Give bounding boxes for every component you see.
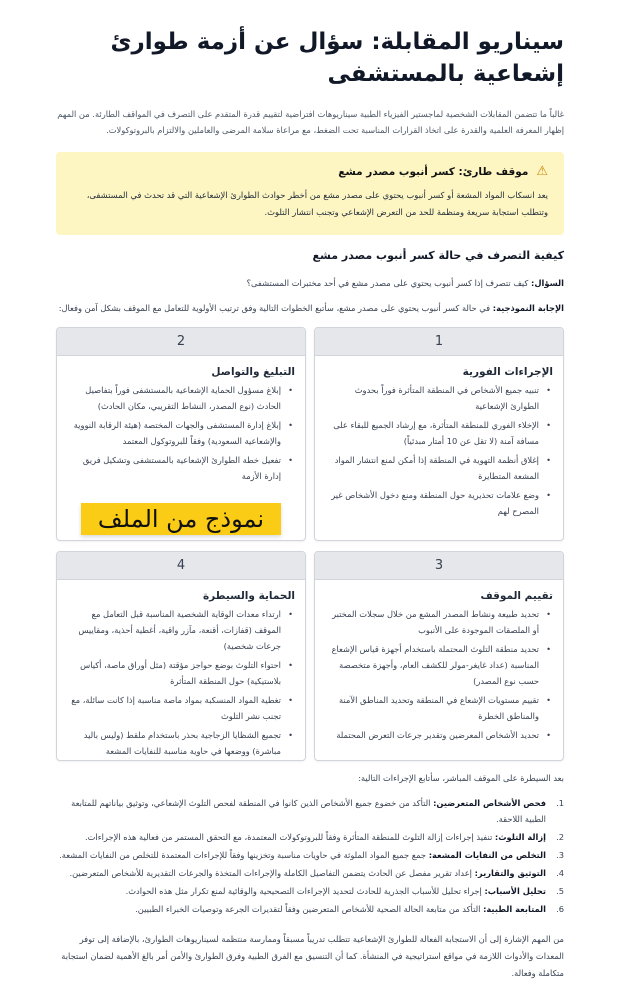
list-item: • تقييم مستويات الإشعاع في المنطقة وتحديد المناطق الآمنة والمناطق الخطرة [325, 692, 539, 724]
follow-up-intro: بعد السيطرة على الموقف المباشر، سأتابع الإجراءات التالية: [358, 773, 564, 783]
list-item: • وضع علامات تحذيرية حول المنطقة ومنع دخول الأشخاص غير المصرح لهم [325, 487, 539, 519]
follow-up-item [56, 865, 564, 881]
question-label: السؤال: [531, 278, 564, 288]
item-label: المتابعة الطبية: [483, 904, 546, 914]
intro-paragraph: غالباً ما تتضمن المقابلات الشخصية لماجستير الفيزياء الطبية سيناريوهات افتراضية لتقييم قدرة المتقدم على التصرف في المواقف الطارئة. من المهم إظهار المعرفة العلمية والقدرة على اتخاذ القرارات المناسبة تحت الضغط، مع مراعاة سلامة المرضى والعاملين والالتزام بالبروتوكولات. [57, 109, 564, 135]
answer-label: الإجابة النموذجية: [492, 303, 564, 313]
list-item: • تحديد منطقة التلوث المحتملة باستخدام أجهزة قياس الإشعاع المناسبة (عداد غايغر-مولر للكشف العام، وأجهزة متخصصة حسب نوع المصدر) [325, 641, 539, 689]
item-label: تحليل الأسباب: [484, 886, 546, 896]
steps-grid [56, 327, 564, 761]
card-title: الإجراءات الفورية [462, 366, 553, 378]
page-title: سيناريو المقابلة: سؤال عن أزمة طوارئ إشعاعية بالمستشفى [110, 29, 564, 87]
alert-text: يعد انسكاب المواد المشعة أو كسر أنبوب يحتوي على مصدر مشع من أخطر حوادث الطوارئ الإشعاعية التي قد تحدث في المستشفى، وتتطلب استجابة سريعة ومنظمة للحد من التعرض الإشعاعي وتجنب انتشار التلوث. [86, 190, 548, 217]
list-item: • إغلاق أنظمة التهوية في المنطقة إذا أمكن لمنع انتشار المواد المشعة المتطايرة [325, 452, 539, 484]
item-label: فحص الأشخاص المتعرضين: [433, 798, 546, 808]
question [56, 275, 564, 292]
item-text: جمع جميع المواد الملوثة في حاويات مناسبة وتخزينها وفقاً للإجراءات المعتمدة للتخلص من النفايات المشعة. [59, 850, 427, 860]
list-item: • تغطية المواد المنسكبة بمواد ماصة مناسبة إذا كانت سائلة، مع تجنب نشر التلوث [67, 692, 281, 724]
item-number: 6. [556, 904, 564, 914]
card-number: 1 [315, 328, 563, 356]
item-label: التخلص من النفايات المشعة: [428, 850, 546, 860]
alert-header [72, 164, 548, 179]
card-number: 3 [315, 552, 563, 580]
item-text: تنفيذ إجراءات إزالة التلوث للمنطقة المتأثرة وفقاً للبروتوكولات المعتمدة، مع التحقق المستمر من فعالية هذه الإجراءات. [84, 832, 493, 842]
item-text: التأكد من خضوع جميع الأشخاص الذين كانوا في المنطقة لفحص التلوث الإشعاعي، وتوثيق بياناتهم للمتابعة الطبية اللاحقة. [71, 798, 546, 824]
follow-up-list [56, 795, 564, 917]
step-card-3 [314, 551, 564, 761]
item-text: إجراء تحليل للأسباب الجذرية للحادث لتحديد الإجراءات التصحيحية والوقائية لمنع تكرار مثل هذه الحوادث. [125, 886, 482, 896]
list-item: • إبلاغ مسؤول الحماية الإشعاعية بالمستشفى فوراً بتفاصيل الحادث (نوع المصدر، النشاط التقريبي، مكان الحادث) [67, 382, 281, 414]
list-item: • تنبيه جميع الأشخاص في المنطقة المتأثرة فوراً بحدوث الطوارئ الإشعاعية [325, 382, 539, 414]
warning-icon: ⚠ [536, 164, 548, 179]
card-title: تقييم الموقف [480, 590, 553, 602]
list-item: • تفعيل خطة الطوارئ الإشعاعية بالمستشفى وتشكيل فريق إدارة الأزمة [67, 452, 281, 484]
item-number: 2. [556, 832, 564, 842]
card-title: التبليغ والتواصل [211, 366, 295, 378]
section-title: كيفية التصرف في حالة كسر أنبوب مصدر مشع [312, 249, 564, 262]
list-item: • احتواء التلوث بوضع حواجز مؤقتة (مثل أوراق ماصة، أكياس بلاستيكية) حول المنطقة المتأثرة [67, 657, 281, 689]
list-item: • إبلاغ إدارة المستشفى والجهات المختصة (هيئة الرقابة النووية والإشعاعية السعودية) وفقاً للبروتوكول المعتمد [67, 417, 281, 449]
card-title: الحماية والسيطرة [202, 590, 295, 602]
watermark-banner: نموذج من الملف [81, 503, 281, 535]
answer [56, 300, 564, 317]
card-number: 4 [57, 552, 305, 580]
step-card-1 [314, 327, 564, 541]
follow-up-item [56, 829, 564, 845]
item-number: 1. [556, 798, 564, 808]
card-number: 2 [57, 328, 305, 356]
list-item: • تحديد الأشخاص المعرضين وتقدير جرعات التعرض المحتملة [325, 727, 539, 743]
follow-up-item [56, 901, 564, 917]
alert-box [56, 152, 564, 235]
follow-up-item [56, 795, 564, 827]
list-item: • تحديد طبيعة ونشاط المصدر المشع من خلال سجلات المختبر أو الملصقات الموجودة على الأنبوب [325, 606, 539, 638]
list-item: • الإخلاء الفوري للمنطقة المتأثرة، مع إرشاد الجميع للبقاء على مسافة آمنة (لا تقل عن 10 أمتار مبدئياً) [325, 417, 539, 449]
step-card-4 [56, 551, 306, 761]
list-item: • ارتداء معدات الوقاية الشخصية المناسبة قبل التعامل مع الموقف (قفازات، أقنعة، مآزر واقية، أغطية أحذية، ومقاييس جرعات شخصية) [67, 606, 281, 654]
item-label: إزالة التلوث: [494, 832, 546, 842]
list-item: • تجميع الشظايا الزجاجية بحذر باستخدام ملقط (وليس باليد مباشرة) ووضعها في حاوية مناسبة للنفايات المشعة [67, 727, 281, 759]
item-number: 4. [556, 868, 564, 878]
follow-up-item [56, 847, 564, 863]
answer-text: في حالة كسر أنبوب يحتوي على مصدر مشع، سأتبع الخطوات التالية وفق ترتيب الأولوية للتعامل مع الموقف بشكل آمن وفعال: [58, 303, 491, 313]
item-number: 3. [556, 850, 564, 860]
follow-up-item [56, 883, 564, 899]
item-number: 5. [556, 886, 564, 896]
item-label: التوثيق والتقارير: [474, 868, 546, 878]
item-text: إعداد تقرير مفصل عن الحادث يتضمن التفاصيل الكاملة والإجراءات المتخذة والجرعات التقديرية للأشخاص المتعرضين. [69, 868, 472, 878]
alert-title: موقف طارئ: كسر أنبوب مصدر مشع [338, 165, 529, 178]
closing-paragraph: من المهم الإشارة إلى أن الاستجابة الفعالة للطوارئ الإشعاعية تتطلب تدريباً مسبقاً وممارسة منتظمة لسيناريوهات الطوارئ، بالإضافة إلى توفر المعدات والأدوات اللازمة في مواقع استراتيجية في المنشأة. كما أن التنسيق مع الفرق الطبية وفرق الطوارئ والأمن أمر بالغ الأهمية لضمان استجابة متكاملة وفعالة. [61, 934, 564, 978]
item-text: التأكد من متابعة الحالة الصحية للأشخاص المتعرضين وفقاً لتقديرات الجرعة وتوصيات الخبراء الطبيين. [135, 904, 481, 914]
step-card-2 [56, 327, 306, 541]
question-text: كيف تتصرف إذا كسر أنبوب يحتوي على مصدر مشع في أحد مختبرات المستشفى؟ [246, 278, 529, 288]
